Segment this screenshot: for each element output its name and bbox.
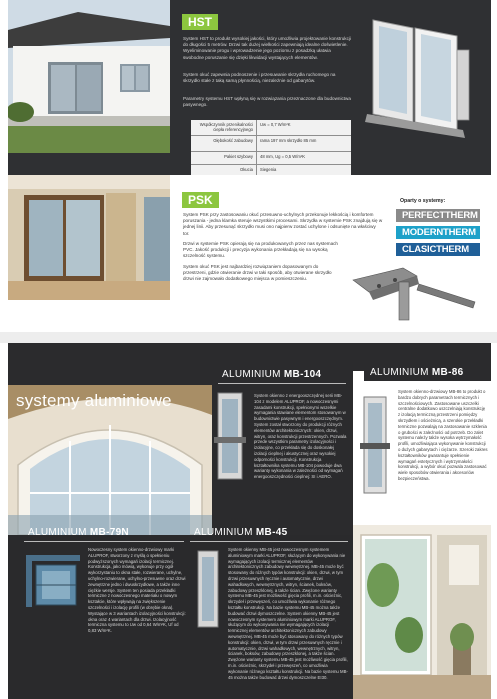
hst-paragraph-1: System HST to produkt wysokiej jakości, który umożliwia projektowanie konstrukcji do długości 5 metrów. Drzwi tak dużej wielkości zapewniają idealne doświetlenie. Wyeliminowanie progu i wprowadzenie jego poziomu z posadzką ułatwia swobodne poruszanie się dzięki likwidacji wystających elementów.: [183, 36, 351, 60]
mb104-title: [222, 369, 321, 380]
mb79n-underline: [24, 541, 184, 542]
mb45-underline: [190, 541, 348, 542]
spec-row: [191, 120, 351, 136]
hst-profile-image: [353, 10, 483, 140]
mb104-underline: [218, 383, 346, 384]
mb86-profile-image: [360, 395, 390, 495]
hst-paragraph-2: System okuć zapewnia podnoszenie i przesuwanie skrzydła ruchomego na skrzydło stałe z taką samą płynnością, niezależnie od gabarytów.: [183, 72, 336, 84]
spec-value: 48 mm, Ug = 0,5 W/m²K: [260, 154, 306, 159]
psk-badge: PSK: [182, 192, 219, 208]
mb104-code: MB-104: [283, 369, 322, 380]
mb104-name: ALUMINIUM: [222, 369, 281, 380]
house-photo: [8, 0, 170, 153]
interior-photo-footer: [8, 300, 170, 332]
interior-photo: [8, 175, 170, 300]
spec-row: [191, 152, 351, 165]
mb79n-code: MB-79N: [89, 527, 129, 538]
mb104-profile-image: [214, 391, 246, 481]
aluminium-systems-title: systemy aluminiowe: [16, 391, 172, 410]
psk-paragraph-1: System PSK przy zastosowaniu okuć przesuwno-uchylnych przekonuje lekkością i komfortem poruszania - jedna klamka steruje wszystkimi procesami. Skrzydła w systemie PSK znajdują się w jednej linii. Aby przesunąć skrzydło musi ono najpierw zostać uchylone i odsunięte na właściwy tor.: [183, 212, 383, 236]
mb104-description: System okienno z energooszczędnej serii MB-104 z modelem ALUPROF, a nowoczesnymi zasadami konstrukcji, spełnionymi wszelkie wymagania stawiane elementom stosowanym w budownictwie pasywnym i energooszczędnym. System został stworzony do produkcji różnych elementów architektonicznych: okien, drzwi, witryn, oraz konstrukcji przestrzennych. Pozwala przede wszystkim parametry izolacyjności i izolacyjne, co przekłada się do doskonałej izolacji cieplnej i akustycznej oraz wysokiej odporności konstrukcji. Konstrukcja kształtownika systemu MB-104 powoduje dwa warianty wykonania w zależności od wymagań energooszczędności cieplnej: SI i AERO.: [254, 393, 347, 480]
mb86-description: System okienno-drzwiowy MB-86 to produkt o bardzo dobrych parametrach termicznych i szczelnościowych. Zastosowane uszczelki centralne dodatkowo uszczelniają konstrukcję z izolacją termiczną przestrzeni pomiędzy skrzydłem i ościeżnicą, a szerokie przekładki termiczne pozwalają na zastosowanie szklenia o grubości w zależności od potrzeb. Do zalet systemu należy także wysoka wytrzymałość profili, umożliwiająca wykonywanie konstrukcji o dużych gabarytach i ciężarze. Szeroki zakres kształtowników gwarantuje spełnienie wymagań estetycznych i wytrzymałości konstrukcji, a wybór okuć pozwala zastosować wiele sposobów otwierania i akcesoriów bezpieczeństwa.: [398, 389, 488, 481]
spec-value: rama 197 mm skrzydło 85 mm: [260, 138, 317, 143]
mb86-code: MB-86: [431, 367, 464, 378]
psk-paragraph-2: Drzwi w systemie PSK opierają się na produkowanych przez nas systemach PVC. Jakość produkcji i precyzja wykonania przekładają się na wysoką szczelność systemu.: [183, 241, 338, 259]
perfecttherm-logo: PERFECTTHERM: [396, 209, 480, 222]
page-gap: [0, 332, 497, 343]
brochure-page-aluminium: [8, 343, 491, 699]
spec-key: Współczynnik przenikalności ciepła referencyjnego: [191, 120, 257, 135]
mb45-code: MB-45: [255, 527, 288, 538]
mb45-name: ALUMINIUM: [194, 527, 253, 538]
mb79n-profile-image: [22, 549, 84, 611]
clasictherm-logo: CLASICTHERM: [396, 243, 480, 256]
mb86-name: ALUMINIUM: [370, 367, 429, 378]
room-photo: [353, 525, 491, 699]
brochure-page-pvc: [8, 0, 491, 332]
spec-value: Siegenia: [260, 167, 277, 172]
psk-hardware-image: [343, 262, 483, 326]
spec-key: Okucia: [191, 165, 257, 177]
mb86-title: [370, 367, 463, 378]
mb45-profile-image: [194, 549, 222, 629]
spec-value: Uw = 0,7 W/m²K: [260, 122, 291, 127]
spec-row: [191, 136, 351, 152]
hst-badge: HST: [182, 14, 218, 30]
spec-key: Głębokość zabudowy: [191, 136, 257, 151]
hst-paragraph-3: Parametry systemu HST wpłyną się w rozwiązania przeznaczone dla budownictwa pasywnego.: [183, 96, 351, 108]
spec-key: Pakiet szybowy: [191, 152, 257, 164]
mb45-description: System okienny MB-45 jest nowoczesnym systemem aluminiowym marki ALUPROF, służącym do wykonywania nie wymagających izolacji termicznej elementów architektonicznych zabudowy wewnętrznej. MB-45 może być stosowany do różnych typów konstrukcji: okien, drzwi, w tym drzwi przesuwnych ręcznie i automatycznie, drzwi wahadłowych, wewnętrznych, witryn, ścianek, boksów, zabudowy przeszklonej, a także ścian. Zwężone warianty systemu MB-45 jest możliwość gięcia profili, m.in. ościeżnic, skrzydeł i przewęszeń, co umożliwia wykonanie różnego kształtu konstrukcji. Na bazie systemu MB-45 można także budować drzwi dymoszczelne. System okienny MB-45 jest nowoczesnym systemem aluminiowym marki ALUPROF, służącym do wykonywania nie wymagających izolacji termicznej elementów architektonicznych zabudowy wewnętrznej. MB-45 może być stosowany do różnych typów konstrukcji: okien, drzwi, w tym drzwi przesuwnych ręcznie i automatycznie, drzwi wahadłowych, wewnętrznych, witryn, ścianek, boksów, zabudowy przeszklonej, a także ścian. Zwężone warianty systemu MB-45 jest możliwość gięcia profili, m.in. ościeżnic, skrzydeł i przewęszeń, co umożliwia wykonanie różnego kształtu konstrukcji. Na bazie systemu MB-45 można także budować drzwi dymoszczelne EI30.: [228, 547, 348, 680]
mb79n-title: [28, 527, 129, 538]
mb79n-description: Nowoczesny system okienno-drzwiowy marki ALUPROF, stworzony z myślą o spełnieniu podwyższonych wymagań izolacji termicznej. Konstrukcja, jako mówią, wykonuje przy ogół wykorzystaniu to okna stałe, rozwierane, uchylne, uchylno-rozwierane, uchylno-przesuwne oraz drzwi zewnętrzne jedno i dwuskrzydłowe, a także inne ciężkie wersje. System ten posiada przekładki termiczne z nowoczesnego materiału o nowym kształcie, które wpływają na zwiększenie szczelności i izolację profili (w obrębie okna). Wystające w 3 wariantach izolacyjności konstrukcji: okna oraz 4 wariantach dla drzwi. Izolacyjność termiczna systemu to Uw od 0,64 W/m²K, Uf od 0,83 W/m²K.: [88, 547, 186, 634]
moderntherm-logo: MODERNTHERM: [396, 226, 480, 239]
hst-spec-table: [191, 120, 351, 178]
mb45-title: [194, 527, 287, 538]
based-on-systems-label: Oparty o systemy:: [400, 198, 446, 204]
psk-paragraph-3: System okuć PSK jest najbardziej rozwiązaniem dopasowanym do przestrzeni, gdzie otwieranie drzwi w taki sposób, aby otwierane skrzydło drzwi nie zajmowało dodatkowego miejsca w pomieszczeniu.: [183, 264, 332, 282]
mb79n-name: ALUMINIUM: [28, 527, 87, 538]
